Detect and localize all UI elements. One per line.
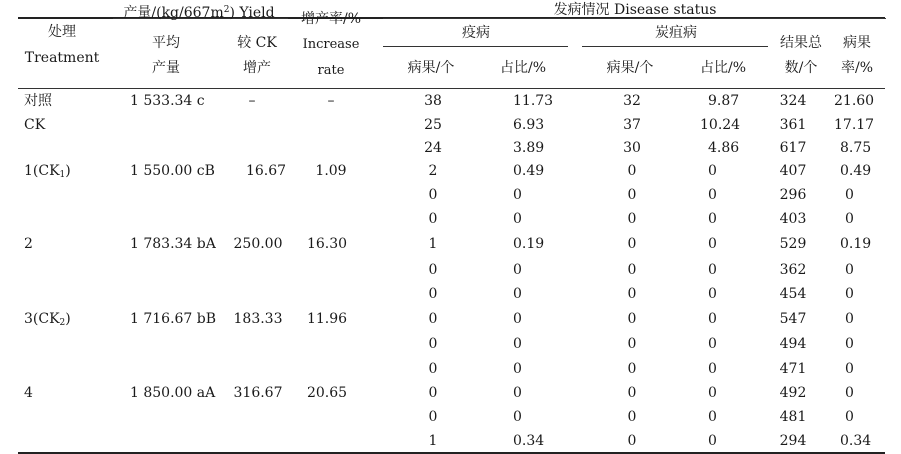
header-blight: 疫病 <box>462 25 490 41</box>
header-disease-group: 发病情况 Disease status <box>553 2 717 18</box>
blight-count: 0 <box>428 336 438 352</box>
header-anthracnose: 炭疽病 <box>655 25 697 41</box>
blight-ratio: 0.34 <box>513 433 545 449</box>
anthracnose-ratio: 0 <box>708 163 717 179</box>
diseased-rate: 21.60 <box>834 93 875 109</box>
diseased-rate: 0.49 <box>840 163 872 179</box>
increase-rate: – <box>327 93 335 109</box>
yield-increase-vs-ck: 250.00 <box>233 236 283 252</box>
blight-ratio: 0 <box>513 385 522 401</box>
total-fruit: 454 <box>779 286 807 302</box>
blight-ratio: 3.89 <box>513 140 545 156</box>
increase-rate: 16.30 <box>306 236 348 252</box>
anthracnose-ratio: 0 <box>708 236 717 252</box>
anthracnose-ratio: 0 <box>708 409 717 425</box>
diseased-rate: 8.75 <box>840 140 872 156</box>
header-vs-ck-line2: 增产 <box>243 60 271 76</box>
header-rate-line2: 率/% <box>840 60 874 76</box>
diseased-rate: 0 <box>845 262 854 278</box>
anthracnose-count: 0 <box>627 211 637 227</box>
anthracnose-count: 0 <box>627 187 637 203</box>
blight-count: 2 <box>428 163 438 179</box>
header-total-line2: 数/个 <box>784 60 818 76</box>
anthracnose-count: 0 <box>627 409 637 425</box>
total-fruit: 617 <box>779 140 807 156</box>
blight-ratio: 0 <box>513 409 522 425</box>
blight-ratio: 0.49 <box>513 163 545 179</box>
blight-count: 1 <box>428 433 438 449</box>
diseased-rate: 0 <box>845 311 854 327</box>
blight-count: 0 <box>428 262 438 278</box>
diseased-rate: 0 <box>845 361 854 377</box>
header-avg-line2: 产量 <box>152 60 180 76</box>
diseased-rate: 0.19 <box>840 236 872 252</box>
anthracnose-count: 30 <box>623 140 641 156</box>
anthracnose-ratio: 0 <box>708 385 717 401</box>
bottom-rule <box>18 452 885 454</box>
blight-ratio: 0 <box>513 311 522 327</box>
diseased-rate: 0 <box>845 385 854 401</box>
anthracnose-ratio: 0 <box>708 361 717 377</box>
diseased-rate: 0 <box>845 211 854 227</box>
disease-group-underline <box>383 18 886 19</box>
blight-ratio: 0 <box>513 286 522 302</box>
total-fruit: 481 <box>779 409 807 425</box>
total-fruit: 324 <box>779 93 807 109</box>
treatment-label: 4 <box>24 385 33 401</box>
diseased-rate: 17.17 <box>834 117 875 133</box>
blight-count: 0 <box>428 361 438 377</box>
blight-count: 0 <box>428 311 438 327</box>
treatment-label: $1(CK_1)$ <box>24 163 71 180</box>
total-fruit: 529 <box>779 236 807 252</box>
blight-count: 0 <box>428 187 438 203</box>
header-diseased-fruit-1: 病果/个 <box>407 60 455 76</box>
anthracnose-count: 0 <box>627 163 637 179</box>
anthracnose-ratio: 0 <box>708 336 717 352</box>
anthracnose-count: 32 <box>623 93 641 109</box>
blight-count: 0 <box>428 286 438 302</box>
header-diseased-fruit-2: 病果/个 <box>606 60 654 76</box>
yield-increase-vs-ck: 316.67 <box>233 385 283 401</box>
blight-ratio: 0 <box>513 361 522 377</box>
anthracnose-count: 0 <box>627 336 637 352</box>
anthracnose-count: 37 <box>623 117 641 133</box>
header-ratio-1: 占比/% <box>499 60 547 76</box>
header-treatment-cn: 处理 <box>48 24 76 40</box>
total-fruit: 294 <box>779 433 807 449</box>
header-bottom-rule <box>18 88 885 89</box>
header-yield-group: 产量$/(kg/667m^2)$ Yield <box>123 5 275 21</box>
treatment-label-ck: CK <box>24 117 46 133</box>
anthracnose-count: 0 <box>627 262 637 278</box>
blight-ratio: 0 <box>513 262 522 278</box>
increase-rate: 20.65 <box>306 385 348 401</box>
anthracnose-ratio: 10.24 <box>700 117 741 133</box>
header-ratio-2: 占比/% <box>699 60 747 76</box>
treatment-label: 2 <box>24 236 33 252</box>
blight-count: 0 <box>428 385 438 401</box>
header-increase-cn: 增产率/% <box>300 11 362 27</box>
total-fruit: 362 <box>779 262 807 278</box>
total-fruit: 407 <box>779 163 807 179</box>
blight-ratio: 6.93 <box>513 117 545 133</box>
diseased-rate: 0 <box>845 336 854 352</box>
anthracnose-ratio: 4.86 <box>708 140 740 156</box>
anthracnose-count: 0 <box>627 236 637 252</box>
treatment-label: $3(CK_2)$ <box>24 311 71 328</box>
anthracnose-count: 0 <box>627 433 637 449</box>
blight-count: 0 <box>428 211 438 227</box>
header-treatment-en: Treatment <box>24 50 100 66</box>
total-fruit: 296 <box>779 187 807 203</box>
anthracnose-ratio: 0 <box>708 311 717 327</box>
anthracnose-ratio: 0 <box>708 433 717 449</box>
diseased-rate: 0 <box>845 286 854 302</box>
average-yield: 1 783.34 bA <box>130 236 216 252</box>
total-fruit: 494 <box>779 336 807 352</box>
blight-count: 38 <box>424 93 442 109</box>
header-avg-line1: 平均 <box>152 35 180 51</box>
header-increase-en1: Increase <box>302 37 360 52</box>
blight-ratio: 0 <box>513 336 522 352</box>
total-fruit: 471 <box>779 361 807 377</box>
blight-ratio: 0 <box>513 187 522 203</box>
blight-ratio: 0.19 <box>513 236 545 252</box>
average-yield: 1 533.34 c <box>130 93 205 109</box>
header-vs-ck-line1: 较 CK <box>237 35 277 51</box>
anthracnose-ratio: 0 <box>708 286 717 302</box>
yield-increase-vs-ck: 16.67 <box>245 163 287 179</box>
header-total-line1: 结果总 <box>780 35 822 51</box>
blight-count: 25 <box>424 117 442 133</box>
total-fruit: 403 <box>779 211 807 227</box>
anthracnose-count: 0 <box>627 311 637 327</box>
diseased-rate: 0 <box>845 187 854 203</box>
increase-rate: 11.96 <box>306 311 348 327</box>
increase-rate: 1.09 <box>315 163 347 179</box>
anthracnose-ratio: 9.87 <box>708 93 740 109</box>
total-fruit: 492 <box>779 385 807 401</box>
anthracnose-ratio: 0 <box>708 187 717 203</box>
blight-count: 24 <box>424 140 442 156</box>
blight-ratio: 0 <box>513 211 522 227</box>
diseased-rate: 0 <box>845 409 854 425</box>
yield-increase-vs-ck: – <box>248 93 256 109</box>
total-fruit: 547 <box>779 311 807 327</box>
total-fruit: 361 <box>779 117 807 133</box>
anthracnose-count: 0 <box>627 286 637 302</box>
treatment-label: 对照 <box>24 93 52 109</box>
anthracnose-ratio: 0 <box>708 211 717 227</box>
average-yield: 1 716.67 bB <box>130 311 217 327</box>
anthracnose-count: 0 <box>627 361 637 377</box>
blight-ratio: 11.73 <box>513 93 554 109</box>
average-yield: 1 550.00 cB <box>130 163 215 179</box>
header-increase-en2: rate <box>317 63 345 78</box>
blight-count: 1 <box>428 236 438 252</box>
blight-underline <box>383 46 568 47</box>
blight-count: 0 <box>428 409 438 425</box>
average-yield: 1 850.00 aA <box>130 385 216 401</box>
yield-increase-vs-ck: 183.33 <box>233 311 283 327</box>
anthracnose-ratio: 0 <box>708 262 717 278</box>
anthracnose-underline <box>582 46 768 47</box>
diseased-rate: 0.34 <box>840 433 872 449</box>
anthracnose-count: 0 <box>627 385 637 401</box>
header-rate-line1: 病果 <box>843 35 871 51</box>
